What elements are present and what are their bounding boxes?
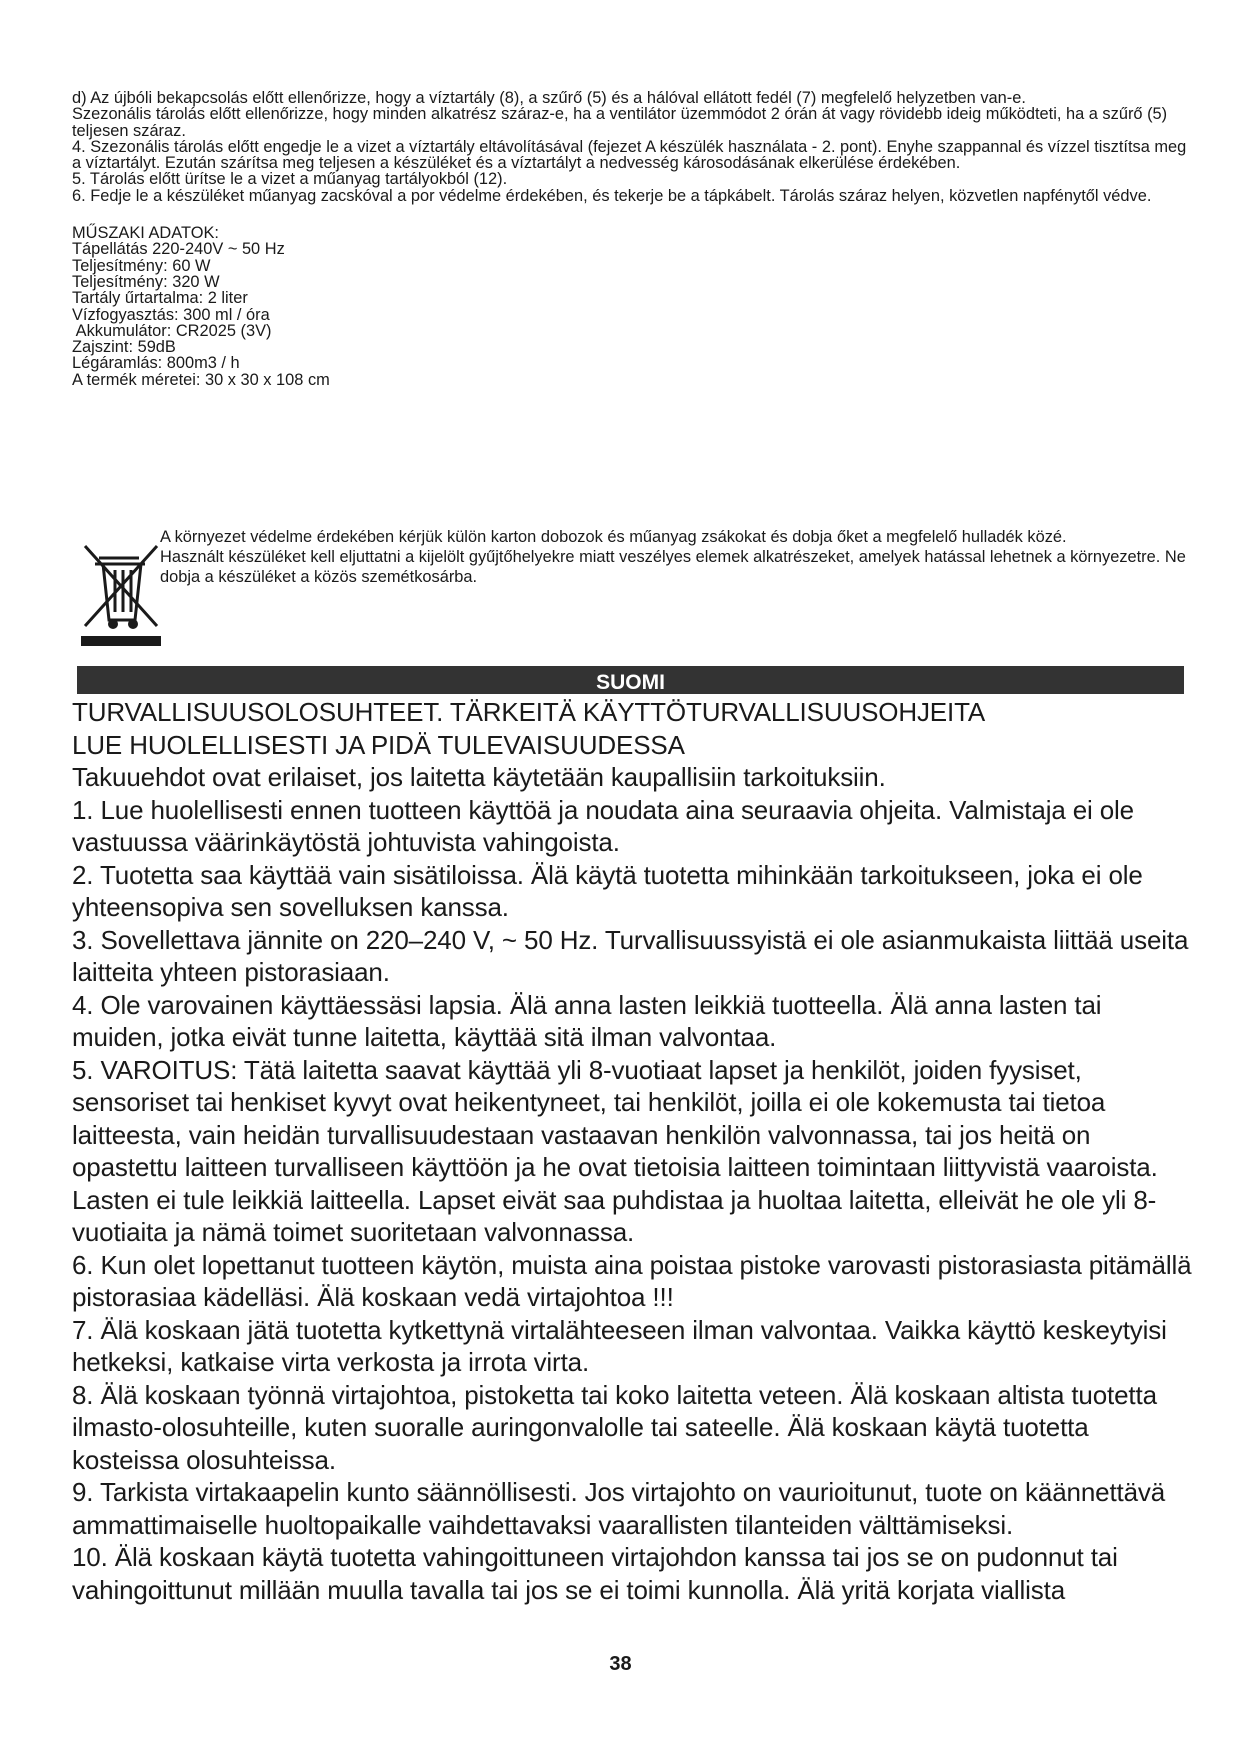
- paragraph: 4. Szezonális tárolás előtt engedje le a vizet a víztartály eltávolításával (fejezet A készülék használata - 2. pont). Enyhe szappannal és vízzel tisztítsa meg a víztartályt. Ezután szárítsa meg teljesen a készüléket és a víztartályt a nedvesség károsodásának elkerülése érdekében.: [72, 137, 1187, 173]
- paragraph: 6. Kun olet lopettanut tuotteen käytön, muista aina poistaa pistoke varovasti pistorasiasta pitämällä pistorasiaa kädelläsi. Älä koskaan vedä virtajohtoa !!!: [72, 1249, 1192, 1312]
- paragraph: 10. Älä koskaan käytä tuotetta vahingoittuneen virtajohdon kanssa tai jos se on pudonnut tai vahingoittunut millään muulla tavalla tai jos se ei toimi kunnolla. Älä yritä korjata viallista: [72, 1542, 1118, 1605]
- paragraph: d) Az újbóli bekapcsolás előtt ellenőrizze, hogy a víztartály (8), a szűrő (5) és a hálóval ellátott fedél (7) megfelelő helyzetben van-e.: [72, 89, 1026, 107]
- paragraph: Takuuehdot ovat erilaiset, jos laitetta käytetään kaupallisiin tarkoituksiin.: [72, 762, 886, 792]
- specs-title: MŰSZAKI ADATOK:: [72, 224, 219, 243]
- paragraph: 5. VAROITUS: Tätä laitetta saavat käyttää yli 8-vuotiaat lapset ja henkilöt, joiden fyysiset, sensoriset tai henkiset kyvyt ovat heikentyneet, tai henkilöt, joilla ei ole kokemusta tai tietoa laitteesta, vain heidän turvallisuudestaan vastaavan henkilön valvonnassa, tai jos heitä on opastettu laitteen turvalliseen käyttöön ja he ovat tietoisia laitteen toimintaan liittyvistä vaaroista. Lasten ei tule leikkiä laitteella. Lapset eivät saa puhdistaa ja huoltaa laitetta, elleivät he ole yli 8-vuotiaita ja nämä toimet suoritetaan valvonnassa.: [72, 1054, 1158, 1247]
- spec-item: Teljesítmény: 320 W: [72, 272, 220, 291]
- paragraph: Szezonális tárolás előtt ellenőrizze, hogy minden alkatrész száraz-e, ha a ventilátor üzemmódot 2 órán át vagy rövidebb ideig működteti, ha a szűrő (5) teljesen száraz.: [72, 105, 1168, 140]
- heading: TURVALLISUUSOLOSUHTEET. TÄRKEITÄ KÄYTTÖTURVALLISUUSOHJEITA: [72, 697, 986, 727]
- spec-item: Teljesítmény: 60 W: [72, 256, 211, 275]
- paragraph: 1. Lue huolellisesti ennen tuotteen käyttöä ja noudata aina seuraavia ohjeita. Valmistaja ei ole vastuussa väärinkäytöstä johtuvista vahingoista.: [72, 794, 1134, 857]
- spec-item: Vízfogyasztás: 300 ml / óra: [72, 305, 270, 324]
- paragraph: 8. Älä koskaan työnnä virtajohtoa, pistoketta tai koko laitetta veteen. Älä koskaan altista tuotetta ilmasto-olosuhteille, kuten suoralle auringonvalolle tai sateelle. Älä koskaan käytä tuotetta kosteissa olosuhteissa.: [72, 1379, 1157, 1475]
- spec-item: Tartály űrtartalma: 2 liter: [72, 289, 248, 308]
- spec-item: A termék méretei: 30 x 30 x 108 cm: [72, 370, 330, 389]
- spec-item: Akkumulátor: CR2025 (3V): [72, 321, 272, 340]
- paragraph: 4. Ole varovainen käyttäessäsi lapsia. Älä anna lasten leikkiä tuotteella. Älä anna lasten tai muiden, jotka eivät tunne laitetta, käyttää sitä ilman valvontaa.: [72, 989, 1102, 1052]
- spec-item: Légáramlás: 800m3 / h: [72, 354, 240, 373]
- technical-specs: [72, 225, 1187, 388]
- heading: LUE HUOLELLISESTI JA PIDÄ TULEVAISUUDESSA: [72, 729, 685, 760]
- paragraph: 7. Älä koskaan jätä tuotetta kytkettynä virtalähteeseen ilman valvontaa. Vaikka käyttö keskeytyisi hetkeksi, katkaise virta verkosta ja irrota virta.: [72, 1314, 1167, 1377]
- crossed-out-wheelie-bin-icon: [77, 540, 169, 648]
- weee-text: [160, 527, 1190, 587]
- paragraph: 2. Tuotetta saa käyttää vain sisätiloissa. Älä käytä tuotetta mihinkään tarkoitukseen, joka ei ole yhteensopiva sen sovelluksen kanssa.: [72, 859, 1143, 922]
- paragraph: 3. Sovellettava jännite on 220–240 V, ~ 50 Hz. Turvallisuussyistä ei ole asianmukaista liittää useita laitteita yhteen pistorasiaan.: [72, 924, 1189, 987]
- page-number: 38: [609, 1653, 632, 1675]
- paragraph: 6. Fedje le a készüléket műanyag zacskóval a por védelme érdekében, és tekerje be a tápkábelt. Tárolás száraz helyen, közvetlen napfénytől védve.: [72, 186, 1152, 205]
- storage-instructions: [72, 90, 1187, 388]
- paragraph: 5. Tárolás előtt ürítse le a vizet a műanyag tartályokból (12).: [72, 170, 508, 189]
- paragraph: 9. Tarkista virtakaapelin kunto säännöllisesti. Jos virtajohto on vaurioitunut, tuote on käännettävä ammattimaiselle huoltopaikalle vaihdettavaksi vaarallisten tilanteiden välttämiseksi.: [72, 1477, 1166, 1540]
- weee-line: Használt készüléket kell eljuttatni a kijelölt gyűjtőhelyekre miatt veszélyes elemek alkatrészeket, amelyek hatással lehetnek a környezetre. Ne dobja a készüléket a közös szemétkosárba.: [160, 548, 1186, 586]
- weee-disposal-notice: [72, 528, 1192, 660]
- spec-item: Zajszint: 59dB: [72, 338, 176, 357]
- weee-line: A környezet védelme érdekében kérjük külön karton dobozok és műanyag zsákokat és dobja őket a megfelelő hulladék közé.: [160, 528, 1067, 546]
- section-title: SUOMI: [596, 671, 665, 694]
- safety-instructions: [72, 696, 1192, 1606]
- spec-item: Tápellátás 220-240V ~ 50 Hz: [72, 240, 285, 259]
- language-section-header: [77, 666, 1184, 694]
